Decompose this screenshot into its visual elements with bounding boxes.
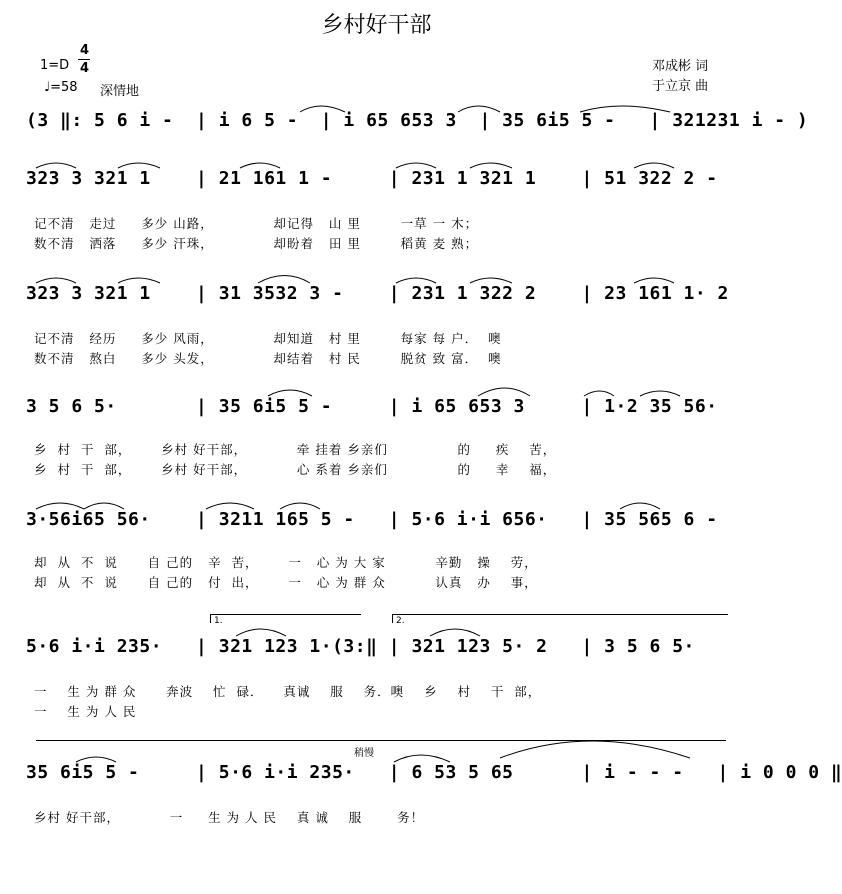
slur-row7-b — [394, 755, 450, 762]
time-signature-bottom: 4 — [80, 61, 90, 76]
lyric-row-4: 数不清 熬白 多少 头发， 却结着 村 民 脱贫 致 富． 噢 — [34, 351, 502, 366]
slur-row3-b — [118, 278, 160, 283]
notation-row-4: 3 5 6 5· | 35 6i5 5 - | i 65 653 3 | 1·2 35 56· — [26, 396, 718, 417]
slur-row3-c — [258, 276, 310, 284]
slur-row7-a — [76, 757, 116, 762]
slur-row5-e — [620, 503, 660, 509]
song-title: 乡村好干部 — [321, 13, 432, 38]
lyric-row-11: 乡村 好干部， 一 生 为 人 民 真 诚 服 务！ — [34, 810, 425, 825]
lyric-row-2: 数不清 洒落 多少 汗珠， 却盼着 田 里 稻黄 麦 熟； — [34, 236, 479, 251]
slur-row6-b — [430, 629, 480, 636]
tempo-marking: ♩=58 — [44, 80, 78, 95]
volta-label-2: 2. — [396, 616, 405, 626]
slur-row3-f — [634, 278, 674, 283]
lyric-row-5: 乡 村 干 部， 乡村 好干部， 牵 挂着 乡亲们 的 疾 苦， — [34, 442, 557, 457]
lyric-row-3: 记不清 经历 多少 风雨， 却知道 村 里 每家 每 户． 噢 — [34, 331, 502, 346]
slur-row3-d — [396, 278, 436, 283]
tempo-change-marking: 稍慢 — [354, 748, 374, 759]
volta-label-1: 1. — [214, 616, 223, 626]
lyric-row-8: 却 从 不 说 自 己的 付 出， 一 心 为 群 众 认真 办 事， — [34, 575, 538, 590]
composer-credit: 于立京 曲 — [652, 79, 709, 94]
slur-row4-b — [478, 388, 530, 396]
lyric-row-10: 一 生 为 人 民 — [34, 704, 137, 719]
slur-row2-a — [36, 163, 76, 168]
slur-row2-d — [396, 163, 436, 168]
expression-marking: 深情地 — [100, 84, 140, 99]
slur-row5-c — [206, 503, 254, 509]
notation-row-6: 5·6 i·i 235· | 321 123 1·(3:‖ | 321 123 5· 2 | 3 5 6 5· — [26, 636, 695, 657]
key-signature: 1=D — [40, 58, 70, 73]
notation-row-3: 323 3 321 1 | 31 3532 3 - | 231 1 322 2 | 23 161 1· 2 — [26, 283, 729, 304]
lyricist-credit: 邓成彬 词 — [652, 59, 709, 74]
slur-row2-e — [470, 163, 512, 168]
notation-row-7: 35 6i5 5 - | 5·6 i·i 235· | 6 53 5 65 | i - - - | i 0 0 0 ‖ — [26, 762, 842, 783]
slur-row5-b — [84, 503, 124, 509]
slur-row2-c — [240, 163, 280, 168]
slur-row2-f — [634, 163, 674, 168]
slur-row7-c — [500, 741, 690, 758]
slur-row1-a — [300, 106, 345, 112]
slur-row4-d — [640, 391, 680, 396]
lyric-row-1: 记不清 走过 多少 山路， 却记得 山 里 一草 一 木； — [34, 216, 479, 231]
lyric-row-6: 乡 村 干 部， 乡村 好干部， 心 系着 乡亲们 的 幸 福， — [34, 462, 557, 477]
time-signature-top: 4 — [80, 43, 90, 58]
slur-row4-c — [584, 391, 614, 396]
slur-row5-a — [36, 503, 84, 509]
notation-row-2: 323 3 321 1 | 21 161 1 - | 231 1 321 1 | 51 322 2 - — [26, 168, 718, 189]
notation-row-5: 3·56i65 56· | 3211 165 5 - | 5·6 i·i 656· | 35 565 6 - — [26, 509, 718, 530]
slur-row1-b — [458, 106, 500, 112]
slur-row2-b — [118, 163, 160, 168]
slur-row1-c — [580, 106, 670, 112]
lyric-row-7: 却 从 不 说 自 己的 辛 苦， 一 心 为 大 家 辛勤 操 劳， — [34, 555, 538, 570]
slur-row3-e — [470, 278, 512, 283]
notation-row-1: (3 ‖: 5 6 i - | i 6 5 - | i 65 653 3 | 35 6i5 5 - | 321231 i - ) — [26, 110, 809, 131]
slur-row6-a — [236, 629, 286, 636]
slur-row3-a — [36, 278, 76, 283]
slur-row5-d — [280, 503, 320, 509]
lyric-row-9: 一 生 为 群 众 奔波 忙 碌． 真诚 服 务．噢 乡 村 干 部， — [34, 684, 542, 699]
slur-row4-a — [268, 390, 312, 396]
